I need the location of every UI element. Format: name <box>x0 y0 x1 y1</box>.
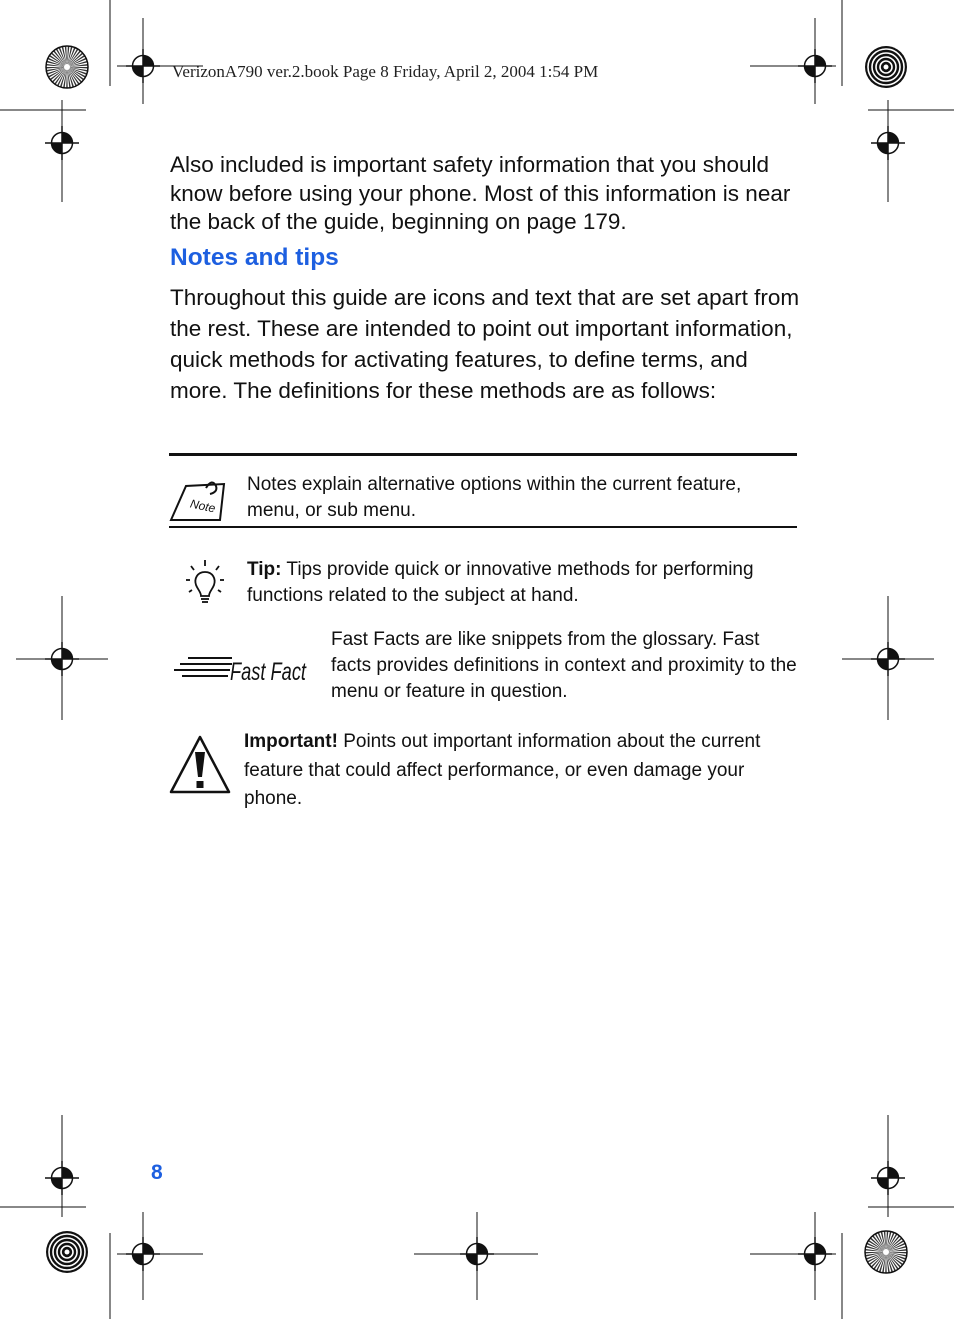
lightbulb-icon <box>183 558 227 608</box>
note-icon <box>168 476 230 524</box>
intro-paragraph: Also included is important safety information that you should know before using your phone. Most of this information is near the back of the guide, beginning on page 179. <box>170 152 791 234</box>
fast-fact-text: Fast Facts are like snippets from the glossary. Fast facts provides definitions in context and proximity to the menu or feature in question. <box>331 629 797 702</box>
section-body: Throughout this guide are icons and text that are set apart from the rest. These are intended to point out important information, quick methods for activating features, to define terms, and more. The definitions for these methods are as follows: <box>170 285 800 403</box>
important-body: Points out important information about the current feature that could affect performance, or even damage your phone. <box>244 731 761 809</box>
tip-body: Tips provide quick or innovative methods for performing functions related to the subject at hand. <box>247 559 754 606</box>
important-label: Important! <box>244 731 338 752</box>
page-number: 8 <box>151 1161 163 1184</box>
note-text: Notes explain alternative options within the current feature, menu, or sub menu. <box>247 474 742 521</box>
divider-bottom <box>169 526 797 528</box>
book-header-line: VerizonA790 ver.2.book Page 8 Friday, April 2, 2004 1:54 PM <box>172 62 599 81</box>
svg-text:Fast Fact: Fast Fact <box>230 658 307 686</box>
important-text <box>244 728 764 814</box>
divider-top <box>169 453 797 456</box>
warning-triangle-icon <box>168 734 232 796</box>
tip-text <box>247 557 797 609</box>
svg-text:Note: Note <box>188 496 217 516</box>
tip-label: Tip: <box>247 559 282 580</box>
fast-fact-icon <box>170 648 310 688</box>
section-heading: Notes and tips <box>170 244 339 271</box>
